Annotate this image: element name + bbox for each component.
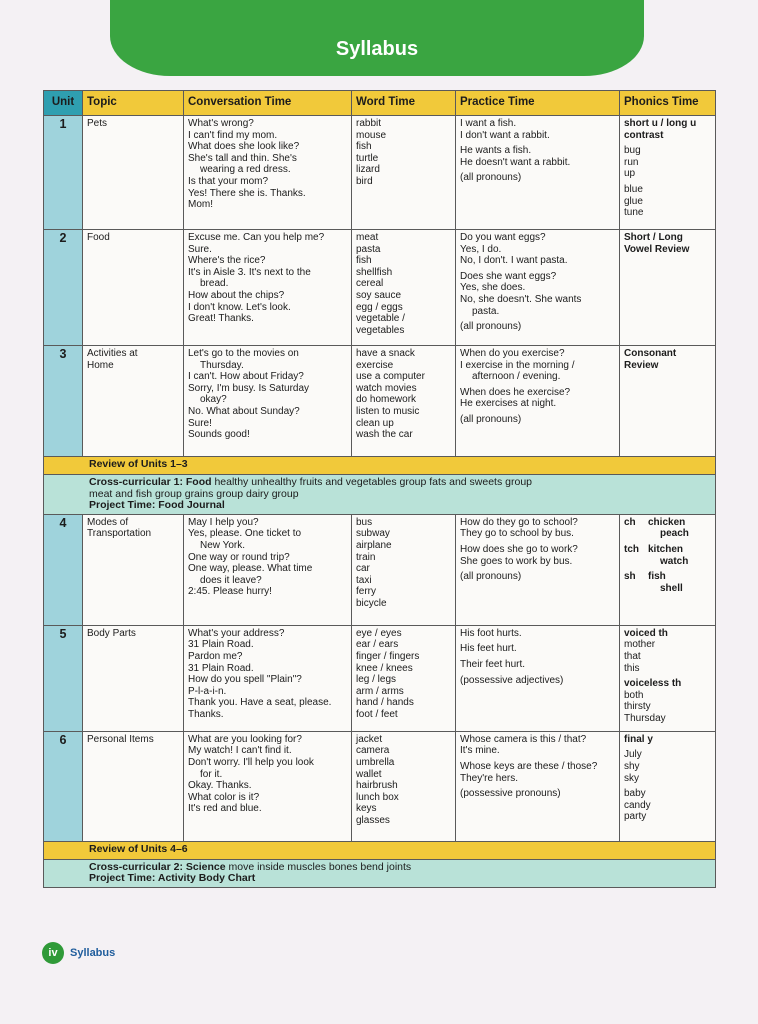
cell-line: soy sauce [356, 289, 402, 301]
cell-line: How about the chips? [188, 289, 285, 301]
cross-label: Cross-curricular 2: Science [89, 860, 226, 873]
cell-line: Sure. [188, 243, 212, 255]
phonics-word: shell [660, 582, 683, 594]
cell-line: bicycle [356, 597, 387, 609]
cell-line: pasta. [472, 305, 500, 317]
practice-cell [456, 625, 620, 731]
unit-row [44, 346, 716, 457]
project-line [89, 500, 709, 512]
review-units-1-3 [44, 457, 716, 475]
cell-line: shellfish [356, 266, 393, 278]
cell-line: I want a fish. [460, 118, 517, 129]
cross-words: healthy unhealthy fruits and vegetables group fats and sweets group [214, 476, 532, 488]
cell-line: What's wrong? [188, 118, 254, 129]
cell-line: bird [356, 175, 373, 187]
cell-line: camera [356, 745, 390, 757]
phonics-cell [620, 230, 716, 346]
cell-line: short u / long u [624, 118, 697, 129]
cell-line: It's in Aisle 3. It's next to the [188, 266, 311, 278]
cell-line: hand / hands [356, 697, 414, 709]
cell-line: 31 Plain Road. [188, 662, 254, 674]
conversation-cell [184, 346, 352, 457]
cell-line: Home [87, 359, 114, 371]
phonics-key [624, 528, 648, 540]
cell-line: shy [624, 760, 640, 772]
cell-line: ear / ears [356, 639, 399, 651]
cell-line: Thursday [624, 712, 666, 724]
word-cell [352, 346, 456, 457]
project-label: Project Time: Activity Body Chart [89, 872, 256, 885]
cell-line: They're hers. [460, 772, 519, 784]
cell-line: She goes to work by bus. [460, 555, 573, 567]
practice-cell [456, 731, 620, 841]
cell-line: When do you exercise? [460, 348, 565, 359]
cell-line: afternoon / evening. [472, 371, 561, 383]
cell-line: Thank you. Have a seat, please. [188, 697, 332, 709]
phonics-key [624, 556, 648, 568]
cell-line: keys [356, 803, 377, 815]
cell-line: How do you spell "Plain"? [188, 674, 302, 686]
header-phonics: Phonics Time [620, 91, 716, 116]
unit-number: 4 [44, 514, 83, 625]
conversation-cell [184, 514, 352, 625]
cell-line: meat [356, 232, 379, 243]
cell-line: Consonant [624, 348, 677, 359]
syllabus-table [43, 90, 716, 888]
cell-line: final y [624, 733, 653, 745]
cell-line: He exercises at night. [460, 398, 557, 410]
header-unit: Unit [44, 91, 83, 116]
phonics-word: kitchen [648, 543, 684, 555]
cell-line: Activities at [87, 348, 138, 359]
cross-label: Cross-curricular 1: Food [89, 476, 212, 488]
cell-line: What's your address? [188, 627, 285, 639]
phonics-cell [620, 514, 716, 625]
topic-cell [83, 514, 184, 625]
cell-line: party [624, 811, 647, 823]
cell-line: voiceless th [624, 678, 682, 690]
cell-line: sky [624, 772, 639, 784]
cell-line: Great! Thanks. [188, 313, 254, 325]
cell-line: What are you looking for? [188, 733, 302, 745]
header-topic: Topic [83, 91, 184, 116]
cross-curricular-2 [44, 859, 716, 887]
cell-line: It's red and blue. [188, 803, 262, 815]
cell-line: voiced th [624, 627, 668, 639]
cell-line: jacket [356, 733, 383, 745]
phonics-pair [624, 544, 711, 556]
review-units-4-6-row [44, 841, 716, 859]
cell-line: arm / arms [356, 685, 404, 697]
cell-line: Let's go to the movies on [188, 348, 299, 359]
cell-line: Okay. Thanks. [188, 780, 252, 792]
cell-line: run [624, 156, 639, 168]
cell-line: They go to school by bus. [460, 528, 574, 540]
cell-line: bug [624, 145, 641, 157]
phonics-pair [624, 528, 711, 540]
topic-cell [83, 346, 184, 457]
phonics-key [624, 583, 648, 595]
cell-line: One way, please. What time [188, 563, 313, 575]
cell-line: His foot hurts. [460, 627, 522, 639]
cell-line: foot / feet [356, 708, 398, 720]
topic-cell [83, 116, 184, 230]
cell-line: fish [356, 255, 372, 267]
project-line [89, 873, 709, 885]
cell-line: Food [87, 232, 110, 243]
cell-line: finger / fingers [356, 650, 420, 662]
cell-line: use a computer [356, 371, 425, 383]
review-label: Review of Units 4–6 [89, 842, 188, 855]
cell-line: up [624, 168, 636, 180]
cell-line: egg / eggs [356, 301, 403, 313]
unit-row [44, 514, 716, 625]
cell-line: (all pronouns) [460, 571, 522, 583]
page-footer [42, 942, 115, 964]
cell-line: watch movies [356, 382, 417, 394]
cell-line: Yes! There she is. Thanks. [188, 187, 306, 199]
cell-line: Sounds good! [188, 429, 250, 441]
phonics-pair [624, 571, 711, 583]
cell-line: I can't. How about Friday? [188, 371, 304, 383]
unit-number: 5 [44, 625, 83, 731]
phonics-pair [624, 517, 711, 529]
cell-line: baby [624, 788, 646, 800]
practice-cell [456, 230, 620, 346]
cell-line: My watch! I can't find it. [188, 745, 292, 757]
cell-line: wearing a red dress. [200, 164, 291, 176]
cell-line: (all pronouns) [460, 413, 522, 425]
cell-line: does it leave? [200, 574, 262, 586]
phonics-word: chicken [648, 516, 686, 528]
cell-line: Modes of [87, 516, 129, 528]
header-row [44, 91, 716, 116]
phonics-key: tch [624, 543, 639, 555]
phonics-key: ch [624, 516, 636, 528]
cell-line: I don't want a rabbit. [460, 129, 550, 141]
cell-line: Body Parts [87, 627, 136, 639]
cell-line: glasses [356, 814, 390, 826]
unit-number: 6 [44, 731, 83, 841]
cell-line: hairbrush [356, 780, 398, 792]
cell-line: taxi [356, 574, 372, 586]
cell-line: Personal Items [87, 733, 154, 745]
topic-cell [83, 625, 184, 731]
cell-line: Don't worry. I'll help you look [188, 756, 314, 768]
phonics-key: sh [624, 571, 636, 583]
cell-line: rabbit [356, 118, 382, 129]
cross-words: move inside muscles bones bend joints [228, 860, 412, 873]
cell-line: Yes, please. One ticket to [188, 528, 302, 540]
cell-line: July [624, 749, 642, 761]
cell-line: Whose camera is this / that? [460, 733, 587, 745]
phonics-word: fish [648, 571, 666, 583]
cell-line: His feet hurt. [460, 643, 517, 655]
cell-line: umbrella [356, 756, 395, 768]
cell-line: (all pronouns) [460, 172, 522, 184]
conversation-cell [184, 230, 352, 346]
cell-line: Whose keys are these / those? [460, 760, 598, 772]
cell-line: have a snack [356, 348, 415, 359]
word-cell [352, 514, 456, 625]
cell-line: He doesn't want a rabbit. [460, 156, 571, 168]
cell-line: blue [624, 183, 643, 195]
unit-row [44, 731, 716, 841]
cell-line: airplane [356, 539, 392, 551]
word-cell [352, 116, 456, 230]
phonics-pair [624, 556, 711, 568]
cell-line: tune [624, 207, 644, 219]
cell-line: Excuse me. Can you help me? [188, 232, 325, 243]
cell-line: Yes, she does. [460, 282, 526, 294]
cell-line: Yes, I do. [460, 243, 502, 255]
cell-line: ferry [356, 586, 376, 598]
cell-line: Sure! [188, 417, 212, 429]
cell-line: thirsty [624, 701, 651, 713]
cell-line: I can't find my mom. [188, 129, 278, 141]
cell-line: Their feet hurt. [460, 658, 526, 670]
cross-curricular-1-row [44, 475, 716, 515]
cell-line: New York. [200, 539, 246, 551]
footer-label: Syllabus [70, 947, 116, 959]
header-word: Word Time [352, 91, 456, 116]
cell-line: fish [356, 141, 372, 153]
cell-line: that [624, 650, 641, 662]
cell-line: mother [624, 639, 656, 651]
cell-line: It's mine. [460, 745, 500, 757]
cell-line: Pardon me? [188, 650, 243, 662]
cross-curricular-1 [44, 475, 716, 515]
cell-line: glue [624, 195, 643, 207]
cell-line: Do you want eggs? [460, 232, 546, 243]
cell-line: for it. [200, 768, 223, 780]
phonics-cell [620, 346, 716, 457]
phonics-word: watch [660, 555, 689, 567]
cell-line: How do they go to school? [460, 516, 578, 528]
cell-line: (all pronouns) [460, 321, 522, 333]
cell-line: I exercise in the morning / [460, 359, 575, 371]
cell-line: She's tall and thin. She's [188, 152, 297, 164]
conversation-cell [184, 731, 352, 841]
cell-line: cereal [356, 278, 384, 290]
cell-line: wash the car [356, 429, 413, 441]
cell-line: lunch box [356, 791, 399, 803]
cell-line: May I help you? [188, 516, 259, 528]
cell-line: mouse [356, 129, 387, 141]
cell-line: Transportation [87, 528, 152, 540]
cell-line: Thursday. [200, 359, 244, 371]
cell-line: lizard [356, 164, 380, 176]
cell-line: No. What about Sunday? [188, 405, 300, 417]
page-number-badge: iv [42, 942, 64, 964]
word-cell [352, 230, 456, 346]
cell-line: turtle [356, 152, 379, 164]
cell-line: Mom! [188, 199, 213, 211]
cell-line: No, I don't. I want pasta. [460, 255, 568, 267]
review-units-1-3-row [44, 457, 716, 475]
cell-line: Is that your mom? [188, 175, 269, 187]
cell-line: this [624, 662, 640, 674]
conversation-cell [184, 625, 352, 731]
phonics-cell [620, 116, 716, 230]
cell-line: clean up [356, 417, 394, 429]
cell-line: One way or round trip? [188, 551, 290, 563]
cell-line: Vowel Review [624, 243, 690, 255]
cell-line: Pets [87, 118, 108, 129]
cell-line: He wants a fish. [460, 145, 532, 157]
cell-line: I don't know. Let's look. [188, 301, 291, 313]
cell-line: No, she doesn't. She wants [460, 293, 582, 305]
practice-cell [456, 514, 620, 625]
cell-line: (possessive pronouns) [460, 788, 561, 800]
cell-line: Where's the rice? [188, 255, 266, 267]
practice-cell [456, 346, 620, 457]
unit-number: 3 [44, 346, 83, 457]
cell-line: candy [624, 799, 651, 811]
cell-line: contrast [624, 129, 664, 141]
cell-line: subway [356, 528, 390, 540]
cell-line: knee / knees [356, 662, 413, 674]
cell-line: (possessive adjectives) [460, 674, 564, 686]
cell-line: eye / eyes [356, 627, 402, 639]
cell-line: How does she go to work? [460, 543, 578, 555]
unit-number: 1 [44, 116, 83, 230]
cell-line: Review [624, 359, 659, 371]
cell-line: 31 Plain Road. [188, 639, 254, 651]
header-conversation: Conversation Time [184, 91, 352, 116]
cell-line: Thanks. [188, 708, 224, 720]
cross-curricular-2-row [44, 859, 716, 887]
unit-number: 2 [44, 230, 83, 346]
cell-line: train [356, 551, 376, 563]
topic-cell [83, 731, 184, 841]
cell-line: do homework [356, 394, 417, 406]
cross-words: meat and fish group grains group dairy group [89, 487, 299, 500]
cell-line: What color is it? [188, 791, 260, 803]
project-label: Project Time: Food Journal [89, 499, 225, 512]
cell-line: P-l-a-i-n. [188, 685, 227, 697]
cell-line: okay? [200, 394, 227, 406]
topic-cell [83, 230, 184, 346]
unit-row [44, 230, 716, 346]
review-label: Review of Units 1–3 [89, 458, 188, 470]
word-cell [352, 625, 456, 731]
phonics-word: peach [660, 528, 689, 540]
unit-row [44, 116, 716, 230]
cell-line: vegetable / [356, 313, 405, 325]
cell-line: leg / legs [356, 674, 397, 686]
header-practice: Practice Time [456, 91, 620, 116]
cell-line: wallet [356, 768, 382, 780]
cell-line: bread. [200, 278, 229, 290]
cell-line: When does he exercise? [460, 386, 571, 398]
cell-line: Does she want eggs? [460, 270, 557, 282]
cell-line: What does she look like? [188, 141, 300, 153]
unit-row [44, 625, 716, 731]
cell-line: 2:45. Please hurry! [188, 586, 272, 598]
practice-cell [456, 116, 620, 230]
cell-line: exercise [356, 359, 394, 371]
conversation-cell [184, 116, 352, 230]
cell-line: vegetables [356, 324, 405, 336]
cell-line: listen to music [356, 405, 420, 417]
phonics-pair [624, 583, 711, 595]
cell-line: bus [356, 516, 373, 528]
word-cell [352, 731, 456, 841]
cell-line: car [356, 563, 370, 575]
page-title: Syllabus [335, 38, 419, 60]
cell-line: pasta [356, 243, 381, 255]
title-banner [110, 0, 644, 76]
cell-line: both [624, 689, 644, 701]
cell-line: Short / Long [624, 232, 683, 243]
cell-line: Sorry, I'm busy. Is Saturday [188, 382, 310, 394]
phonics-cell [620, 625, 716, 731]
phonics-cell [620, 731, 716, 841]
review-units-4-6 [44, 841, 716, 859]
